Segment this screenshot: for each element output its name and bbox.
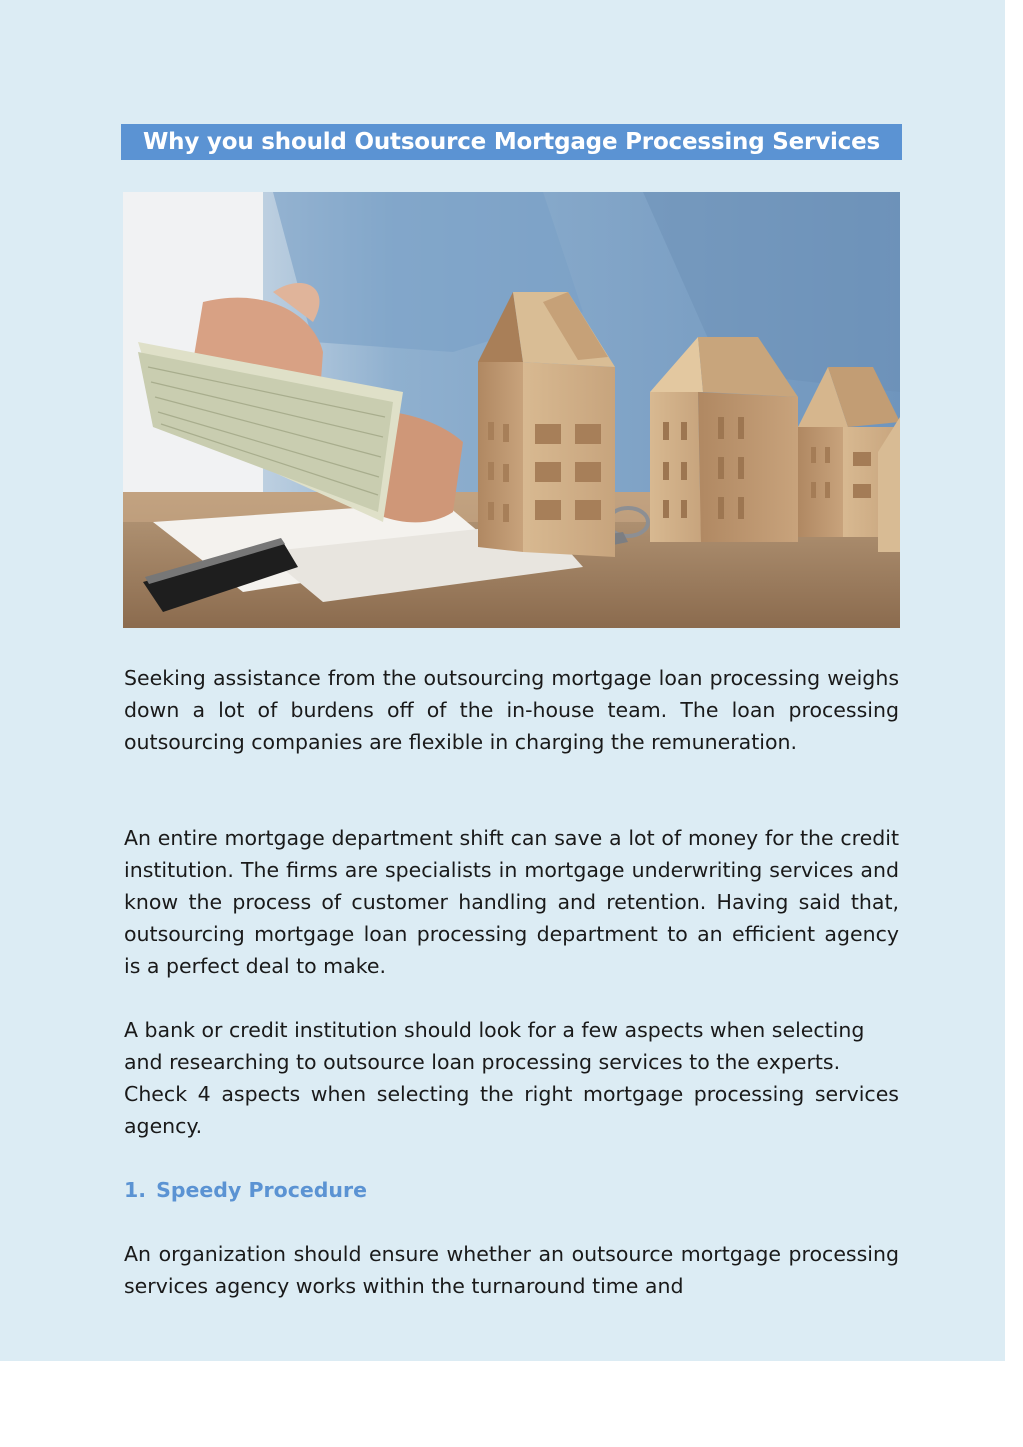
paragraph-5: An organization should ensure whether an outsource mortgage processing services agency works within the turnaround time and — [124, 1242, 899, 1298]
paragraph-4: Check 4 aspects when selecting the right mortgage processing services agency. — [124, 1082, 899, 1138]
paragraph-2: An entire mortgage department shift can save a lot of money for the credit institution. The firms are specialists in mortgage underwriting services and know the process of customer handling and retention. Having said that, outsourcing mortgage loan processing department to an efficient agency is a perfect deal to make. — [124, 826, 899, 978]
hero-photo — [123, 192, 900, 628]
section-heading — [124, 1174, 367, 1206]
section-label: Speedy Procedure — [156, 1178, 368, 1202]
paragraph-3: A bank or credit institution should look for a few aspects when selecting and researching to outsource loan processing services to the experts. — [124, 1018, 865, 1074]
page-title: Why you should Outsource Mortgage Processing Services — [121, 124, 902, 160]
paragraph-1: Seeking assistance from the outsourcing mortgage loan processing weighs down a lot of burdens off of the in-house team. The loan processing outsourcing companies are flexible in charging the remuneration. — [124, 666, 899, 754]
section-number: 1. — [124, 1178, 147, 1202]
